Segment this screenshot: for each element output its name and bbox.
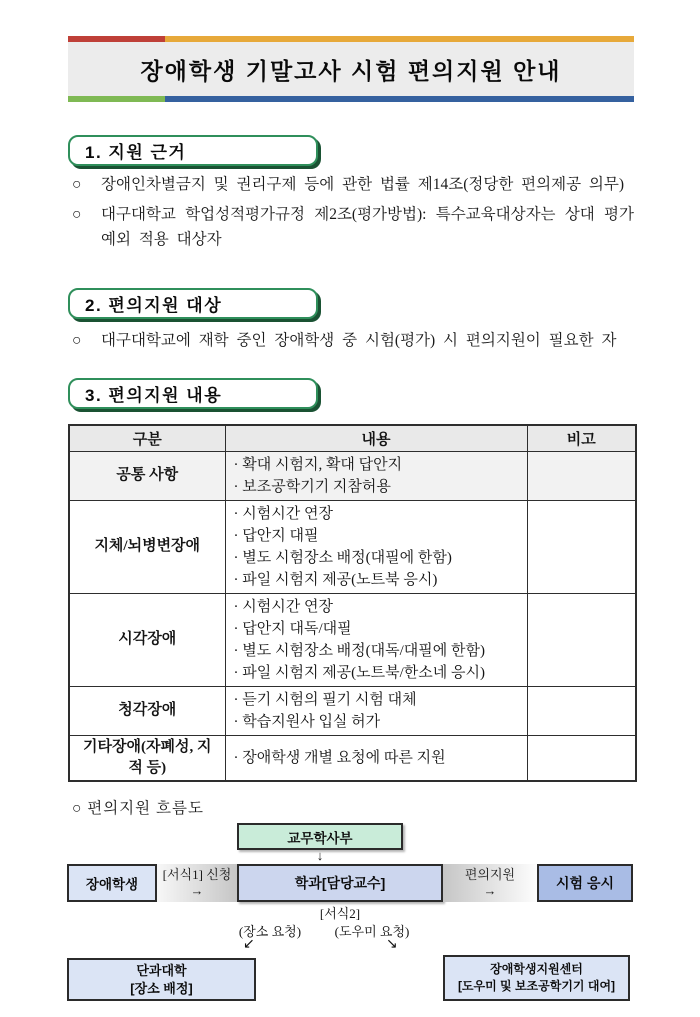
- bullet-text: 장애인차별금지 및 권리구제 등에 관한 법률 제14조(정당한 편의제공 의무): [101, 176, 625, 193]
- content-line: · 장애학생 개별 요청에 따른 지원: [233, 749, 446, 766]
- flow-diagram-title: ○ 편의지원 흐름도: [72, 800, 204, 817]
- circle-bullet-icon: ○: [72, 332, 82, 349]
- table-row: [69, 500, 636, 593]
- flow-form2-label: [서식2]: [319, 906, 361, 921]
- table-header-row: [69, 425, 636, 451]
- right-arrow-icon: →: [190, 883, 204, 898]
- bullet-item: [68, 172, 634, 197]
- banner-stripe-yellow: [165, 36, 634, 42]
- content-line: · 시험시간 연장: [233, 505, 333, 522]
- title-banner: [68, 36, 634, 102]
- section-3-header: 3. 편의지원 내용: [68, 378, 318, 409]
- content-line: · 확대 시험지, 확대 답안지: [233, 456, 403, 473]
- content-line: · 별도 시험장소 배정(대독/대필에 한함): [233, 642, 486, 659]
- page-title: 장애학생 기말고사 시험 편의지원 안내: [68, 42, 634, 96]
- band-label: 편의지원: [464, 867, 516, 882]
- table-row: [69, 686, 636, 735]
- down-right-arrow-icon: ↘: [386, 937, 398, 952]
- flow-box-support-center: [443, 955, 630, 1001]
- flow-box-college-role: [장소 배정]: [130, 980, 193, 996]
- row-category: 공통 사항: [69, 451, 225, 500]
- row-note: [527, 686, 636, 735]
- table-row: [69, 735, 636, 781]
- flow-band-support: [443, 864, 537, 902]
- banner-stripe-red: [68, 36, 165, 42]
- row-note: [527, 735, 636, 781]
- content-line: · 파일 시험지 제공(노트북 응시): [233, 571, 438, 588]
- flow-box-center-role: [도우미 및 보조공학기기 대여]: [457, 979, 616, 993]
- content-line: · 답안지 대필: [233, 527, 319, 544]
- flow-box-academic-affairs: 교무학사부: [237, 823, 403, 850]
- column-header-note: 비고: [527, 425, 636, 451]
- flow-place-request-label: (장소 요청): [238, 924, 302, 939]
- row-content: [225, 593, 527, 686]
- down-arrow-icon: ↓: [316, 848, 324, 863]
- section-1-bullets: [68, 172, 634, 257]
- flow-box-college-name: 단과대학: [136, 962, 187, 978]
- bullet-item: [68, 202, 634, 252]
- content-line: · 학습지원사 입실 허가: [233, 713, 381, 730]
- band-label: [서식1] 신청: [162, 867, 232, 882]
- flow-box-take-exam: 시험 응시: [537, 864, 633, 902]
- content-line: · 별도 시험장소 배정(대필에 한함): [233, 549, 452, 566]
- bullet-item: [68, 328, 634, 353]
- banner-bottom-stripe: [68, 96, 634, 102]
- flow-box-disabled-student: 장애학생: [67, 864, 157, 902]
- column-header-category: 구분: [69, 425, 225, 451]
- row-note: [527, 593, 636, 686]
- flow-band-application: [157, 864, 237, 902]
- row-category: 지체/뇌병변장애: [69, 500, 225, 593]
- section-2-header: 2. 편의지원 대상: [68, 288, 318, 319]
- section-2-bullets: [68, 328, 634, 358]
- flow-box-center-name: 장애학생지원센터: [490, 962, 583, 976]
- section-1-header: 1. 지원 근거: [68, 135, 318, 166]
- row-category: 청각장애: [69, 686, 225, 735]
- circle-bullet-icon: ○: [72, 176, 82, 193]
- row-content: [225, 500, 527, 593]
- content-line: · 시험시간 연장: [233, 598, 333, 615]
- row-content: [225, 451, 527, 500]
- column-header-content: 내용: [225, 425, 527, 451]
- row-note: [527, 500, 636, 593]
- circle-bullet-icon: ○: [72, 206, 82, 223]
- accommodation-table: [68, 424, 637, 782]
- row-note: [527, 451, 636, 500]
- table-row: [69, 593, 636, 686]
- banner-top-stripe: [68, 36, 634, 42]
- table-row: [69, 451, 636, 500]
- content-line: · 파일 시험지 제공(노트북/한소네 응시): [233, 664, 486, 681]
- row-content: [225, 735, 527, 781]
- row-category: 기타장애(자폐성, 지적 등): [69, 735, 225, 781]
- right-arrow-icon: →: [483, 883, 497, 898]
- content-line: · 듣기 시험의 필기 시험 대체: [233, 691, 417, 708]
- flow-box-department: 학과[담당교수]: [237, 864, 443, 902]
- row-category: 시각장애: [69, 593, 225, 686]
- content-line: · 보조공학기기 지참허용: [233, 478, 391, 495]
- bullet-text: 대구대학교 학업성적평가규정 제2조(평가방법): 특수교육대상자는 상대 평가 예외 적용 대상자: [101, 206, 634, 248]
- banner-stripe-green: [68, 96, 165, 102]
- banner-stripe-blue: [165, 96, 634, 102]
- row-content: [225, 686, 527, 735]
- content-line: · 답안지 대독/대필: [233, 620, 352, 637]
- down-left-arrow-icon: ↙: [243, 937, 255, 952]
- flow-box-college: [67, 958, 256, 1001]
- flow-helper-request-label: (도우미 요청): [334, 924, 410, 939]
- bullet-text: 대구대학교에 재학 중인 장애학생 중 시험(평가) 시 편의지원이 필요한 자: [101, 332, 617, 349]
